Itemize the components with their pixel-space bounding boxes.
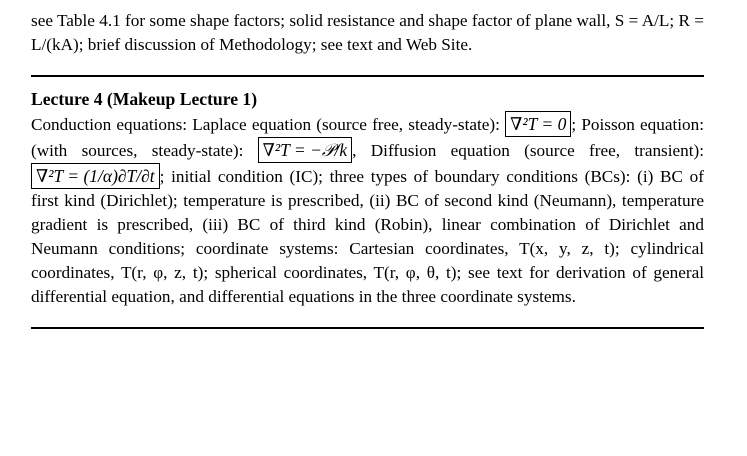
laplace-equation: ∇²T = 0 bbox=[510, 114, 567, 134]
laplace-equation-box bbox=[505, 111, 571, 137]
lecture-text-rest: ; initial condition (IC); three types of boundary conditions (BCs): (i) BC of first kind (Dirichlet); temperature is prescribed, (ii) BC of second kind (Neumann), temperature gradient is prescribed, (iii) BC of third kind (Robin), linear combination of Dirichlet and Neumann conditions; coordinate systems: Cartesian coordinates, T(x, y, z, t); cylindrical coordinates, T(r, φ, z, t); spherical coordinates, T(r, φ, θ, t); see text for derivation of general differential equation, and differential equations in the three coordinate systems. bbox=[31, 167, 704, 306]
top-rule bbox=[31, 75, 704, 77]
document-page bbox=[31, 6, 704, 329]
lecture-text-diffusion: , Diffusion equation (source free, transient): bbox=[352, 141, 704, 160]
lecture-text-poisson: Poisson equation: (with sources, steady-state): bbox=[31, 115, 705, 160]
lecture-paragraph bbox=[31, 111, 704, 309]
intro-paragraph: see Table 4.1 for some shape factors; solid resistance and shape factor of plane wall, S = A/L; R = L/(kA); brief discussion of Methodology; see text and Web Site. bbox=[31, 11, 704, 54]
poisson-equation-box bbox=[258, 137, 353, 163]
bottom-rule bbox=[31, 327, 704, 329]
lecture-text-sep: ; bbox=[571, 115, 577, 134]
lecture-heading: Lecture 4 (Makeup Lecture 1) bbox=[31, 89, 258, 109]
diffusion-equation-box bbox=[31, 163, 160, 189]
lecture-text-conduction: Conduction equations: Laplace equation (source free, steady-state): bbox=[31, 115, 500, 134]
poisson-equation: ∇²T = −𝒫/k bbox=[262, 140, 348, 160]
diffusion-equation: ∇²T = (1/α)∂T/∂t bbox=[36, 166, 155, 186]
